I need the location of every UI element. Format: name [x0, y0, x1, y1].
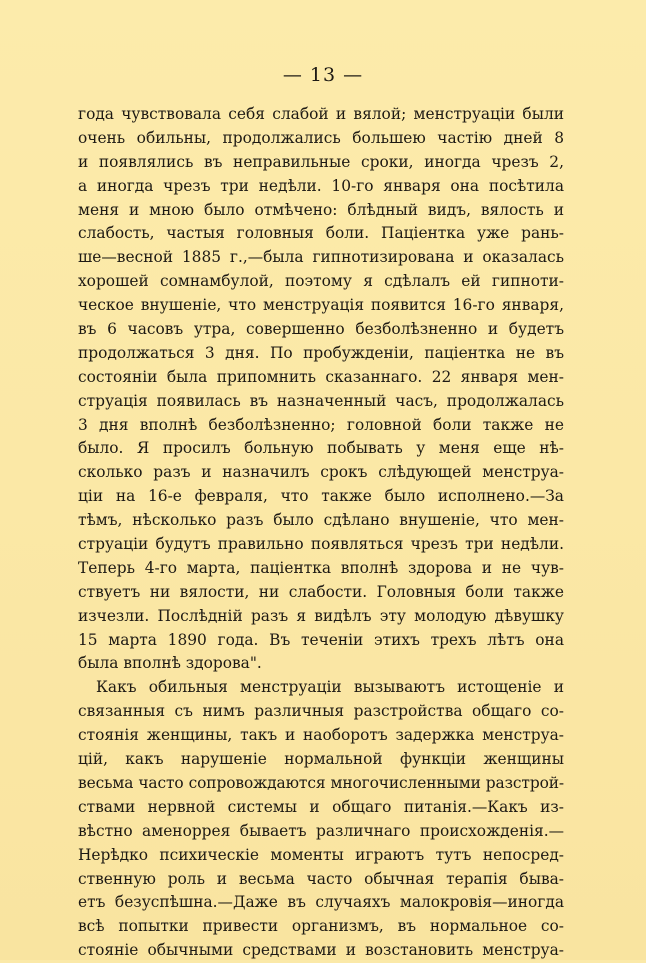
text-line: ствуетъ ни вялости, ни слабости. Головныя боли также [78, 582, 564, 601]
body-text [78, 103, 564, 963]
text-line: а иногда чрезъ три недѣли. 10-го января она посѣтила [78, 176, 564, 195]
text-line: сколько разъ и назначилъ срокъ слѣдующей менструа- [78, 463, 564, 482]
text-line: струаціи будутъ правильно появляться чрезъ три недѣли. [78, 535, 564, 554]
text-line: Какъ обильныя менструаціи вызываютъ истощеніе и [96, 678, 564, 697]
text-line: связанныя съ нимъ различныя разстройства общаго со- [78, 702, 564, 721]
text-line: тѣмъ, нѣсколько разъ было сдѣлано внушеніе, что мен- [78, 511, 564, 530]
text-line: ціи на 16-е февраля, что также было исполнено.—За [78, 487, 564, 506]
text-line: года чувствовала себя слабой и вялой; менструаціи были [78, 105, 564, 123]
paragraph-1 [78, 103, 564, 676]
text-line: цій, какъ нарушеніе нормальной функціи женщины [78, 750, 564, 769]
text-line: слабость, частыя головныя боли. Паціентка уже рань- [78, 224, 564, 243]
text-line: очень обильны, продолжались большею частію дней 8 [78, 128, 564, 147]
text-line: хорошей сомнамбулой, поэтому я сдѣлалъ ей гипноти- [78, 272, 564, 291]
text-line: ше—весной 1885 г.,—была гипнотизирована и оказалась [78, 248, 564, 267]
text-line: Теперь 4-го марта, паціентка вполнѣ здорова и не чув- [78, 558, 564, 577]
text-line: было. Я просилъ больную побывать у меня еще нѣ- [78, 439, 564, 458]
text-line: въ 6 часовъ утра, совершенно безболѣзненно и будетъ [78, 320, 564, 339]
text-line: 15 марта 1890 года. Въ теченіи этихъ трехъ лѣтъ она [78, 630, 564, 649]
text-line: была вполнѣ здорова". [78, 654, 262, 673]
text-line: 3 дня вполнѣ безболѣзненно; головной боли также не [78, 415, 564, 434]
page-number: — 13 — [282, 64, 364, 86]
text-line: струація появилась въ назначенный часъ, продолжалась [78, 391, 564, 410]
paragraph-2 [78, 676, 564, 963]
text-line: ческое внушеніе, что менструація появится 16-го января, [78, 296, 564, 315]
text-line: меня и мною было отмѣчено: блѣдный видъ, вялость и [78, 200, 564, 219]
text-line: состояніи была припомнить сказаннаго. 22 января мен- [78, 367, 564, 386]
text-line: етъ безуспѣшна.—Даже въ случаяхъ малокровія—иногда [78, 893, 564, 912]
text-line: и появлялись въ неправильные сроки, иногда чрезъ 2, [78, 152, 564, 171]
text-line: ственную роль и весьма часто обычная терапія быва- [78, 869, 564, 888]
text-line: изчезли. Послѣдній разъ я видѣлъ эту молодую дѣвушку [78, 606, 564, 625]
text-line: стояніе обычными средствами и возстановить менструа- [78, 941, 564, 960]
text-line: стоянія женщины, такъ и наоборотъ задержка менструа- [78, 726, 564, 745]
text-line: продолжаться 3 дня. По пробужденіи, паціентка не въ [78, 343, 564, 362]
text-line: ствами нервной системы и общаго питанія.—Какъ из- [78, 797, 564, 816]
text-line: весьма часто сопровождаются многочисленными разстрой- [78, 773, 564, 792]
text-line: Нерѣдко психическіе моменты играютъ тутъ непосред- [78, 845, 564, 864]
text-line: вѣстно аменоррея бываетъ различнаго происхожденія.— [78, 821, 564, 840]
text-line: всѣ попытки привести организмъ, въ нормальное со- [78, 917, 564, 936]
